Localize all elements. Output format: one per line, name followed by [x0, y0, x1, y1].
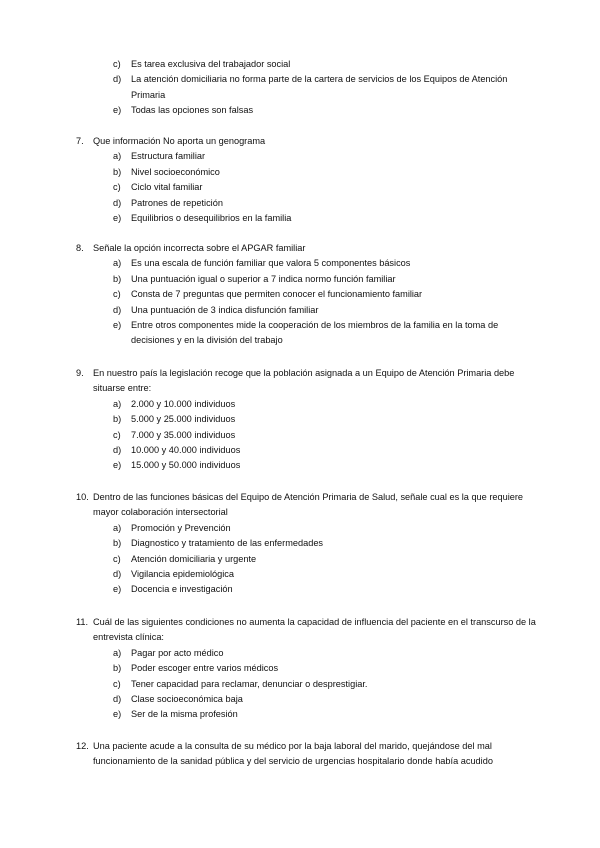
option-letter: a) [113, 522, 122, 533]
option [0, 303, 600, 318]
question-stem [0, 615, 600, 646]
question-number: 9. [76, 368, 84, 378]
question-text: En nuestro país la legislación recoge que la población asignada a un Equipo de Atención Primaria debe situarse entre: [93, 368, 515, 394]
option [0, 72, 600, 103]
option [0, 397, 600, 412]
option-letter: d) [113, 694, 122, 705]
option [0, 287, 600, 302]
option-text: Tener capacidad para reclamar, denunciar o desprestigiar. [131, 678, 368, 689]
question-number: 12. [76, 741, 89, 751]
question-text: Dentro de las funciones básicas del Equipo de Atención Primaria de Salud, señale cual es la que requiere mayor colaboración intersectorial [93, 492, 524, 518]
option-text: 15.000 y 50.000 individuos [131, 460, 241, 471]
option-text: Promoción y Prevención [131, 522, 231, 533]
option-text: Pagar por acto médico [131, 647, 224, 658]
option-text: Todas las opciones son falsas [131, 105, 254, 116]
option-text: Patrones de repetición [131, 197, 223, 208]
question-10 [0, 490, 600, 598]
option-text: Docencia e investigación [131, 584, 233, 595]
option [0, 536, 600, 551]
question-stem [0, 366, 600, 397]
option-text: Es una escala de función familiar que valora 5 componentes básicos [131, 258, 411, 269]
option-letter: e) [113, 320, 122, 331]
question-text: Que información No aporta un genograma [93, 136, 266, 146]
option [0, 318, 600, 349]
option [0, 256, 600, 271]
question-7 [0, 134, 600, 226]
option [0, 412, 600, 427]
option-letter: a) [113, 647, 122, 658]
option-letter: c) [113, 429, 121, 440]
option [0, 165, 600, 180]
option [0, 180, 600, 195]
option [0, 567, 600, 582]
question-text: Cuál de las siguientes condiciones no aumenta la capacidad de influencia del paciente en el transcurso de la entrevista clínica: [93, 617, 536, 643]
option [0, 196, 600, 211]
option-text: Es tarea exclusiva del trabajador social [131, 59, 291, 69]
option-letter: e) [113, 709, 122, 720]
option-text: Clase socioeconómica baja [131, 694, 243, 705]
option-text: Consta de 7 preguntas que permiten conocer el funcionamiento familiar [131, 289, 423, 300]
option-letter: d) [113, 569, 122, 580]
question-9 [0, 366, 600, 474]
question-text: Señale la opción incorrecta sobre el APGAR familiar [93, 243, 306, 253]
option-text: 5.000 y 25.000 individuos [131, 414, 236, 425]
option-letter: a) [113, 151, 122, 162]
question-stem [0, 134, 600, 149]
question-number: 10. [76, 492, 89, 502]
option-letter: b) [113, 414, 122, 425]
option-letter: b) [113, 166, 122, 177]
option-text: 7.000 y 35.000 individuos [131, 429, 236, 440]
option-letter: a) [113, 398, 122, 409]
continued-options [0, 57, 600, 119]
option-text: Ciclo vital familiar [131, 182, 203, 193]
option-text: Vigilancia epidemiológica [131, 569, 235, 580]
option-letter: c) [113, 59, 121, 69]
option [0, 521, 600, 536]
option-text: Poder escoger entre varios médicos [131, 663, 279, 674]
option-text: Diagnostico y tratamiento de las enfermedades [131, 538, 324, 549]
option-text: 10.000 y 40.000 individuos [131, 445, 241, 456]
option-text: Entre otros componentes mide la cooperación de los miembros de la familia en la toma de decisiones y en la división del trabajo [131, 320, 499, 346]
option-letter: d) [113, 197, 122, 208]
option [0, 677, 600, 692]
option-letter: b) [113, 538, 122, 549]
option-letter: d) [113, 304, 122, 315]
option-letter: d) [113, 445, 122, 456]
option-letter: a) [113, 258, 122, 269]
option-letter: b) [113, 273, 122, 284]
option [0, 428, 600, 443]
question-stem [0, 490, 600, 521]
question-number: 7. [76, 136, 84, 146]
question-11 [0, 615, 600, 723]
question-text: Una paciente acude a la consulta de su médico por la baja laboral del marido, quejándose del mal funcionamiento de la sanidad pública y del servicio de urgencias hospitalario donde había acudido [93, 741, 493, 767]
option-text: Nivel socioeconómico [131, 166, 220, 177]
option-letter: e) [113, 584, 122, 595]
question-stem [0, 739, 600, 770]
question-number: 8. [76, 243, 84, 253]
option [0, 211, 600, 226]
option [0, 272, 600, 287]
option [0, 661, 600, 676]
option [0, 103, 600, 118]
option [0, 646, 600, 661]
option-letter: e) [113, 460, 122, 471]
option-text: Una puntuación igual o superior a 7 indica normo función familiar [131, 273, 396, 284]
option-text: 2.000 y 10.000 individuos [131, 398, 236, 409]
option-text: Equilibrios o desequilibrios en la familia [131, 213, 292, 224]
option [0, 552, 600, 567]
option-text: La atención domiciliaria no forma parte de la cartera de servicios de los Equipos de Atención Primaria [131, 74, 508, 100]
option-letter: c) [113, 678, 121, 689]
option-text: Atención domiciliaria y urgente [131, 553, 257, 564]
option [0, 443, 600, 458]
option-letter: c) [113, 182, 121, 193]
question-stem [0, 241, 600, 256]
option-text: Ser de la misma profesión [131, 709, 238, 720]
option [0, 458, 600, 473]
question-number: 11. [76, 617, 89, 627]
option [0, 57, 600, 72]
option-letter: e) [113, 213, 122, 224]
question-12 [0, 739, 600, 770]
option-text: Una puntuación de 3 indica disfunción familiar [131, 304, 319, 315]
option [0, 692, 600, 707]
option-text: Estructura familiar [131, 151, 206, 162]
option [0, 582, 600, 597]
option-letter: c) [113, 289, 121, 300]
option-letter: d) [113, 74, 122, 85]
option [0, 149, 600, 164]
option-letter: e) [113, 105, 122, 116]
option-letter: b) [113, 663, 122, 674]
option-letter: c) [113, 553, 121, 564]
option [0, 707, 600, 722]
question-8 [0, 241, 600, 349]
